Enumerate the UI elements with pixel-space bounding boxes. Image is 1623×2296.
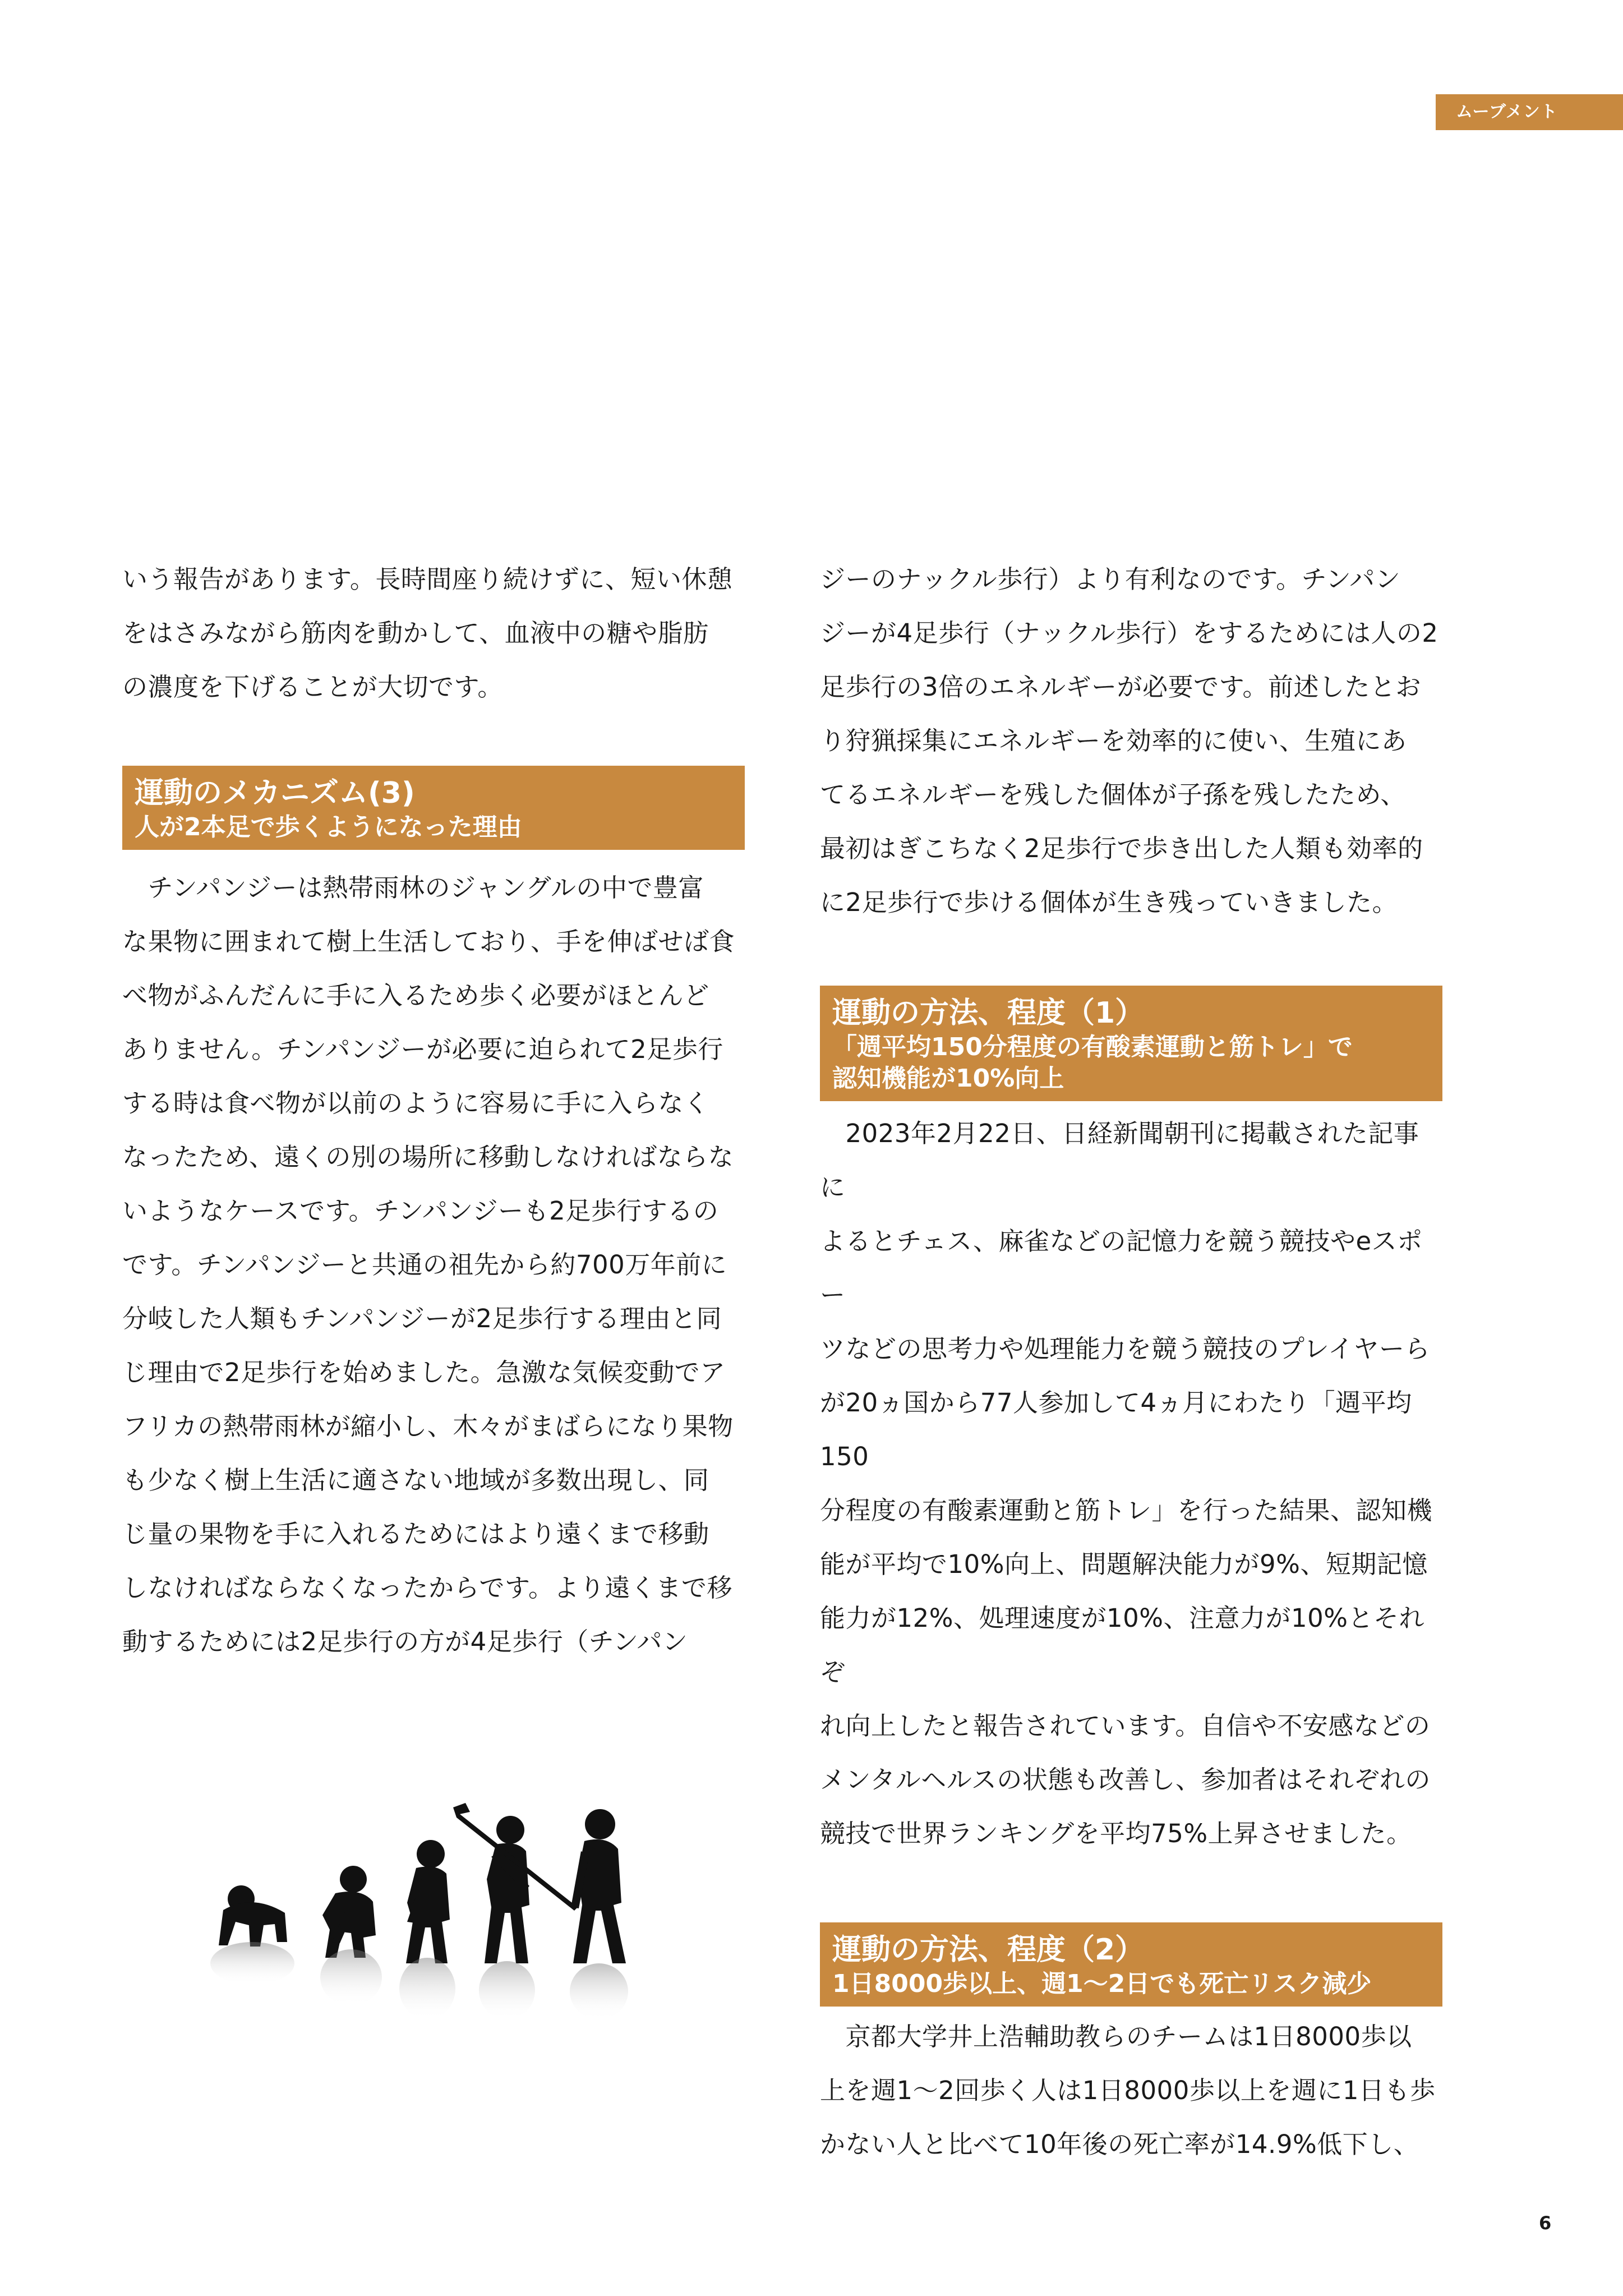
section-body: 京都大学井上浩輔助教らのチームは1日8000歩以 上を週1～2回歩く人は1日8000歩以上を週に1日も歩 かない人と比べて10年後の死亡率が14.9%低下し、 bbox=[820, 2022, 1436, 2159]
intro-paragraph: いう報告があります。長時間座り続けずに、短い休憩 をはさみながら筋肉を動かして、血液中の糖や脂肪 の濃度を下げることが大切です。 bbox=[122, 564, 733, 702]
human-evolution-silhouette-icon bbox=[185, 1795, 723, 2019]
section-subtitle: 1日8000歩以上、週1～2日でも死亡リスク減少 bbox=[832, 1970, 1372, 1998]
section-title: 運動のメカニズム(3) bbox=[135, 776, 415, 810]
section-heading-method-2 bbox=[820, 1922, 1442, 2007]
section-subtitle: 人が2本足で歩くようになった理由 bbox=[135, 813, 522, 841]
section-title: 運動の方法、程度（1） bbox=[832, 996, 1145, 1030]
section-heading-method-1 bbox=[820, 986, 1442, 1101]
section-tag: ムーブメント bbox=[1436, 94, 1623, 130]
left-column bbox=[122, 553, 745, 1669]
section-heading-mechanism bbox=[122, 766, 745, 850]
right-column bbox=[820, 553, 1442, 2171]
section-body: チンパンジーは熱帯雨林のジャングルの中で豊富 な果物に囲まれて樹上生活しており、手を伸ばせば食 べ物がふんだんに手に入るため歩く必要がほとんど ありません。チンパンジーが必要に迫られて2足歩行 する時は食べ物が以前のように容易に手に入らなく なったため、遠くの別の場所に移動しなければならな いようなケースです。チンパンジーも2足歩行するの です。チンパンジーと共通の祖先から約700万年前に 分岐した人類もチンパンジーが2足歩行する理由と同 じ理由で2足歩行を始めました。急激な気候変動でア フリカの熱帯雨林が縮小し、木々がまばらになり果物 も少なく樹上生活に適さない地域が多数出現し、同 じ量の果物を手に入れるためにはより遠くまで移動 しなければならなくなったからです。より遠くまで移 動するためには2足歩行の方が4足歩行（チンパン bbox=[122, 873, 735, 1657]
section-title: 運動の方法、程度（2） bbox=[832, 1933, 1145, 1967]
page-number: 6 bbox=[1539, 2212, 1552, 2234]
section-body: 2023年2月22日、日経新聞朝刊に掲載された記事に よるとチェス、麻雀などの記憶力を競う競技やeスポー ツなどの思考力や処理能力を競う競技のプレイヤーら が20ヵ国から77人参加して4ヵ月にわたり「週平均150 分程度の有酸素運動と筋トレ」を行った結果、認知機 能が平均で10%向上、問題解決能力が9%、短期記憶 能力が12%、処理速度が10%、注意力が10%とそれぞ れ向上したと報告されています。自信や不安感などの メンタルヘルスの状態も改善し、参加者はそれぞれの 競技で世界ランキングを平均75%上昇させました。 bbox=[820, 1119, 1433, 1848]
section-subtitle: 「週平均150分程度の有酸素運動と筋トレ」で 認知機能が10%向上 bbox=[832, 1033, 1353, 1093]
continued-paragraph: ジーのナックル歩行）より有利なのです。チンパン ジーが4足歩行（ナックル歩行）をするためには人の2 足歩行の3倍のエネルギーが必要です。前述したとお り狩猟採集にエネルギーを効率的に使い、生殖にあ てるエネルギーを残した個体が子孫を残したため、 最初はぎこちなく2足歩行で歩き出した人類も効率的 に2足歩行で歩ける個体が生き残っていきました。 bbox=[820, 564, 1438, 917]
